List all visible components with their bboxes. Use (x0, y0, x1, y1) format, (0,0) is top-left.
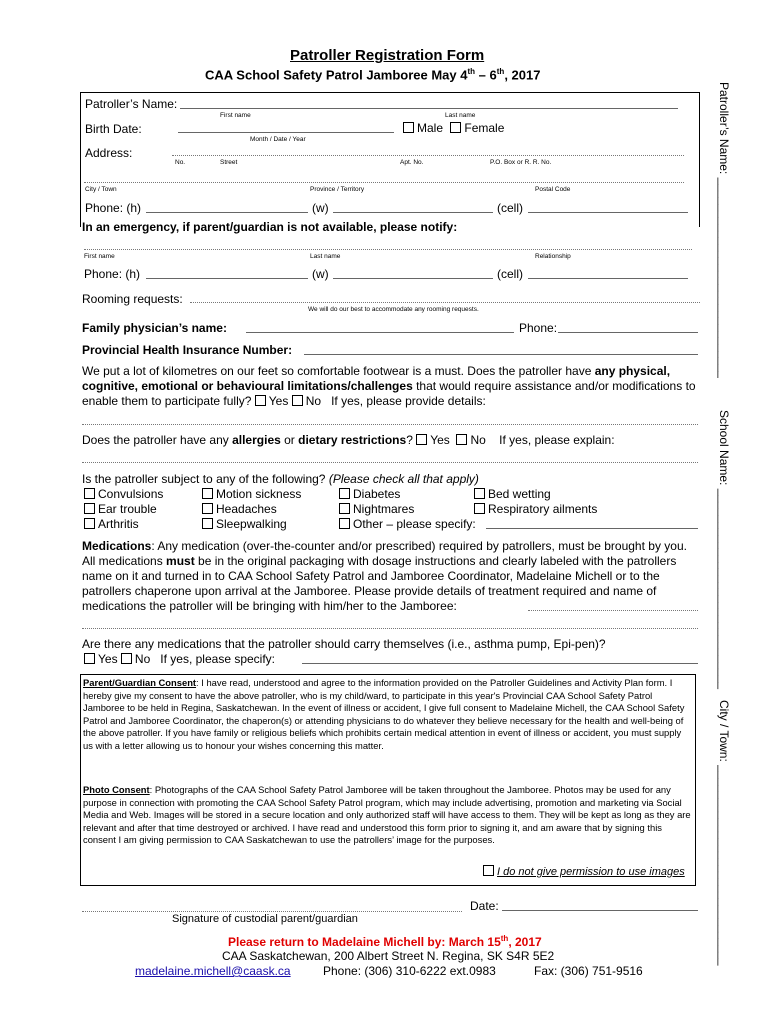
em-relationship-hint: Relationship (535, 253, 571, 260)
condition-headaches: Headaches (202, 502, 277, 516)
headaches-checkbox[interactable] (202, 503, 213, 514)
birth-date-field[interactable] (178, 132, 394, 133)
health-number-label: Provincial Health Insurance Number: (82, 343, 293, 357)
arthritis-checkbox[interactable] (84, 518, 95, 529)
phone-cell-label: (cell) (497, 201, 523, 215)
sidebar-school-name: School Name: ______________________________ (717, 410, 731, 689)
condition-other: Other – please specify: (339, 517, 476, 531)
limitations-yes-checkbox[interactable] (255, 395, 266, 406)
condition-arthritis: Arthritis (84, 517, 139, 531)
address-label: Address: (85, 146, 133, 160)
em-last-hint: Last name (310, 253, 341, 260)
emergency-name-field[interactable] (84, 249, 692, 250)
em-phone-home-field[interactable] (146, 278, 308, 279)
condition-convulsions: Convulsions (84, 487, 163, 501)
female-checkbox[interactable] (450, 122, 461, 133)
condition-sleepwalking: Sleepwalking (202, 517, 287, 531)
city-hint: City / Town (85, 186, 117, 193)
signature-label: Signature of custodial parent/guardian (172, 913, 358, 925)
condition-motion-sickness: Motion sickness (202, 487, 301, 501)
motion-sickness-checkbox[interactable] (202, 488, 213, 499)
address-line-2[interactable] (84, 182, 684, 183)
photo-opt-out-checkbox[interactable] (483, 865, 494, 876)
em-phone-cell-label: (cell) (497, 267, 523, 281)
form-title: Patroller Registration Form (290, 47, 485, 64)
carry-question: Are there any medications that the patroller should carry themselves (i.e., asthma pump, Epi-pen)? (82, 637, 606, 651)
info-section-border (80, 92, 700, 227)
em-first-hint: First name (84, 253, 115, 260)
phone-home-label: Phone: (h) (85, 201, 142, 215)
patroller-name-label: Patroller’s Name: (85, 97, 178, 111)
other-specify-field[interactable] (486, 528, 698, 529)
condition-ear-trouble: Ear trouble (84, 502, 157, 516)
convulsions-checkbox[interactable] (84, 488, 95, 499)
carry-options: Yes No If yes, please specify: (84, 652, 275, 666)
condition-respiratory: Respiratory ailments (474, 502, 597, 516)
gender-options: Male Female (403, 121, 504, 135)
postal-hint: Postal Code (535, 186, 571, 193)
sidebar-patroller-name: Patroller’s Name: ______________________________ (717, 82, 731, 378)
date-field[interactable] (502, 910, 698, 911)
condition-diabetes: Diabetes (339, 487, 400, 501)
emergency-heading: In an emergency, if parent/guardian is not available, please notify: (82, 220, 458, 234)
physician-phone-label: Phone: (519, 321, 558, 335)
form-subtitle: CAA School Safety Patrol Jamboree May 4th – 6th, 2017 (205, 67, 541, 83)
male-checkbox[interactable] (403, 122, 414, 133)
first-name-hint: First name (220, 112, 251, 119)
em-phone-home-label: Phone: (h) (84, 267, 141, 281)
last-name-hint: Last name (445, 112, 476, 119)
contact-phone: Phone: (306) 310-6222 ext.0983 (323, 964, 496, 978)
addr-po-hint: P.O. Box or R. R. No. (490, 159, 552, 166)
allergies-no-checkbox[interactable] (456, 434, 467, 445)
physician-phone-field[interactable] (558, 332, 698, 333)
ear-trouble-checkbox[interactable] (84, 503, 95, 514)
limitations-question: We put a lot of kilometres on our feet so comfortable footwear is a must. Does the patroller have any physical, cognitive, emotional or behavioural limitations/challenges that would require assistance and/or modifications to enable them to participate fully? Yes No If yes, please provide details: (82, 364, 696, 408)
addr-apt-hint: Apt. No. (400, 159, 424, 166)
parent-consent-paragraph: Parent/Guardian Consent: I have read, understood and agree to the information provided on the Patroller Guidelines and Activity Plan form. I hereby give my consent to have the above patroller, who is my child/ward, to participate in this year's Provincial CAA School Safety Patrol Jamboree to be held in Regina, Saskatchewan. In the event of illness or accident, I give full consent to Madelaine Michell, the CAA School Safety Patrol and Jamboree Coordinator, the chaperon(s) or attending physicians to do whatever they believe necessary for the health and well-being of the above patroller. If you have family or religious beliefs which prohibits certain medical attention in event of illness or accident, you must supply us with a letter allowing us to honour your wishes concerning this matter. (83, 677, 685, 751)
other-checkbox[interactable] (339, 518, 350, 529)
em-phone-work-field[interactable] (333, 278, 493, 279)
date-format-hint: Month / Date / Year (250, 136, 306, 143)
sleepwalking-checkbox[interactable] (202, 518, 213, 529)
allergies-details-field[interactable] (82, 462, 698, 463)
photo-opt-out: I do not give permission to use images (483, 865, 685, 878)
physician-label: Family physician’s name: (82, 321, 227, 335)
sidebar-city-town: City / Town: ______________________________ (717, 700, 731, 966)
photo-consent-paragraph: Photo Consent: Photographs of the CAA School Safety Patrol Jamboree will be taken throughout the Jamboree. Photos may be used for any purpose in connection with promoting the CAA School Safety Patrol program, which may include advertising, promotion and marketing via Social Media and Web. Images will be stored in a secure location and only authorized staff will have access to them. They will be kept as long as they are relevant and after that time destroyed or archived. I have read and understood this form prior to signing it, and am aware that by signing this consent I am giving permission to CAA Saskatchewan to use the patrollers’ image for the purposes. (83, 784, 691, 846)
contact-email-link[interactable]: madelaine.michell@caask.ca (135, 964, 291, 978)
province-hint: Province / Territory (310, 186, 365, 193)
signature-field[interactable] (82, 911, 462, 912)
limitations-details-field[interactable] (82, 424, 698, 425)
address-line-1[interactable] (172, 155, 684, 156)
addr-street-hint: Street (220, 159, 238, 166)
bed-wetting-checkbox[interactable] (474, 488, 485, 499)
return-address: CAA Saskatchewan, 200 Albert Street N. Regina, SK S4R 5E2 (222, 949, 555, 963)
rooming-field[interactable] (190, 302, 700, 303)
carry-yes-checkbox[interactable] (84, 653, 95, 664)
allergies-yes-checkbox[interactable] (416, 434, 427, 445)
diabetes-checkbox[interactable] (339, 488, 350, 499)
return-notice: Please return to Madelaine Michell by: March 15th, 2017 (228, 934, 542, 949)
condition-nightmares: Nightmares (339, 502, 414, 516)
allergies-question: Does the patroller have any allergies or dietary restrictions? Yes No If yes, please explain: (82, 433, 615, 447)
phone-work-field[interactable] (333, 212, 493, 213)
medications-field-1[interactable] (528, 610, 698, 611)
medications-field-2[interactable] (82, 628, 698, 629)
rooming-note: We will do our best to accommodate any rooming requests. (308, 306, 479, 313)
contact-fax: Fax: (306) 751-9516 (534, 964, 643, 978)
carry-no-checkbox[interactable] (121, 653, 132, 664)
conditions-question: Is the patroller subject to any of the following? (Please check all that apply) (82, 472, 479, 486)
phone-work-label: (w) (312, 201, 329, 215)
physician-field[interactable] (246, 332, 514, 333)
carry-specify-field[interactable] (302, 663, 698, 664)
addr-no-hint: No. (175, 159, 186, 166)
date-label: Date: (470, 899, 499, 913)
rooming-label: Rooming requests: (82, 292, 183, 306)
medications-paragraph: Medications: Any medication (over-the-counter and/or prescribed) required by patrollers, must be brought by you. All medications must be in the original packaging with dosage instructions and clearly labeled with the patrollers name on it and turned in to CAA School Safety Patrol and Jamboree Coordinator, Madelaine Michell or to the patrollers chaperone upon arrival at the Jamboree. Please provide details of treatment required and name of medications the patroller will be bringing with him/her to the Jamboree: (82, 539, 687, 613)
nightmares-checkbox[interactable] (339, 503, 350, 514)
health-number-field[interactable] (304, 354, 698, 355)
respiratory-checkbox[interactable] (474, 503, 485, 514)
condition-bed-wetting: Bed wetting (474, 487, 551, 501)
phone-home-field[interactable] (146, 212, 308, 213)
em-phone-work-label: (w) (312, 267, 329, 281)
limitations-no-checkbox[interactable] (292, 395, 303, 406)
phone-cell-field[interactable] (528, 212, 688, 213)
birth-date-label: Birth Date: (85, 122, 142, 136)
em-phone-cell-field[interactable] (528, 278, 688, 279)
patroller-name-field[interactable] (180, 108, 678, 109)
